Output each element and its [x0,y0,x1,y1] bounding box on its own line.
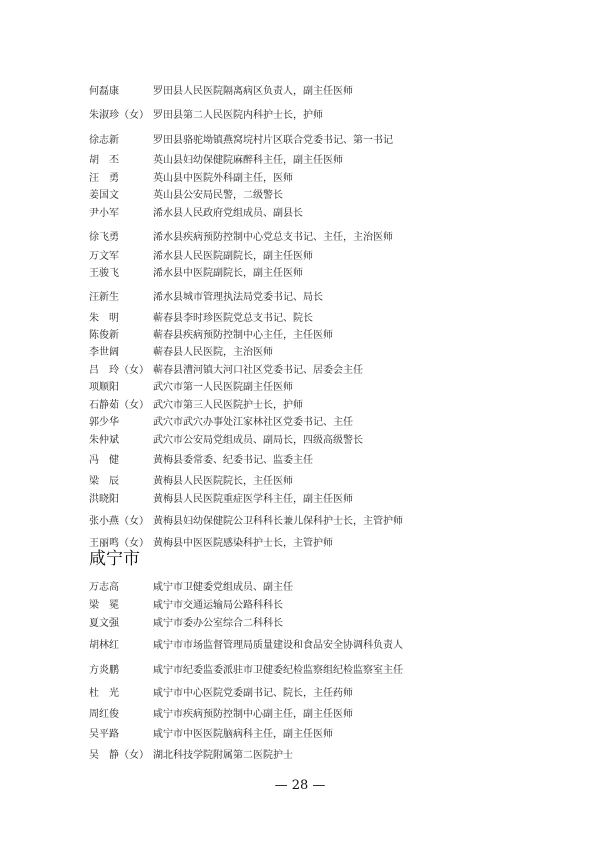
person-title: 黄梅县妇幼保健院公卫科科长兼儿保科护士长，主管护师 [153,516,403,527]
person-name: 陈俊新 [89,330,119,341]
list-item [0,171,600,187]
person-name: 朱 明 [89,313,119,324]
person-name: 冯 健 [89,455,119,466]
list-item [0,363,600,379]
list-item [0,492,600,508]
list-item [0,230,600,246]
person-title: 英山县妇幼保健院麻醉科主任，副主任医师 [153,155,343,166]
list-item [0,415,600,431]
list-item [0,663,600,679]
list-item [0,206,600,222]
person-name: 杜 光 [89,688,119,699]
person-title: 咸宁市中医医院脑病科主任，副主任医师 [153,729,333,740]
person-title: 浠水县中医院副院长，副主任医师 [153,268,303,279]
list-item [0,727,600,743]
person-title: 咸宁市疾病预防控制中心副主任，副主任医师 [153,709,353,720]
person-name: 梁 辰 [89,476,119,487]
person-title: 浠水县人民政府党组成员、副县长 [153,208,303,219]
list-item [0,311,600,327]
person-title: 浠水县人民医院副院长，副主任医师 [153,251,313,262]
person-name: 胡林红 [89,640,119,651]
page-number: — 28 — [274,778,326,793]
person-name: 郭少华 [89,417,119,428]
person-name: 周红俊 [89,709,119,720]
person-title: 咸宁市纪委监委派驻市卫健委纪检监察组纪检监察室主任 [153,665,403,676]
person-title: 湖北科技学院附属第二医院护士 [153,750,293,761]
list-item [0,638,600,654]
person-title: 蕲春县人民医院，主治医师 [153,347,273,358]
list-item [0,108,600,124]
list-item [0,249,600,265]
list-item [0,616,600,632]
list-item [0,398,600,414]
person-name: 梁 冕 [89,600,119,611]
person-name: 吕 玲（女） [89,365,149,376]
list-item [0,433,600,449]
section-title: 咸宁市 [89,549,140,569]
person-name: 吴 静（女） [89,750,149,761]
person-name: 项顺阳 [89,382,119,393]
person-name: 何磊康 [89,86,119,97]
person-title: 黄梅县人民医院院长，主任医师 [153,476,293,487]
person-title: 咸宁市市场监督管理局质量建设和食品安全协调科负责人 [153,640,403,651]
person-name: 朱淑珍（女） [89,110,149,121]
person-name: 吴平路 [89,729,119,740]
list-item [0,328,600,344]
person-title: 蕲春县漕河镇大河口社区党委书记、居委会主任 [153,365,363,376]
person-title: 武穴市第三人民医院护士长，护师 [153,400,303,411]
list-item [0,514,600,530]
person-name: 徐飞勇 [89,232,119,243]
list-item [0,580,600,596]
person-name: 张小燕（女） [89,516,149,527]
person-title: 武穴市公安局党组成员、副局长，四级高级警长 [153,435,363,446]
person-name: 王丽鸣（女） [89,538,149,549]
person-title: 英山县中医院外科副主任，医师 [153,173,293,184]
person-name: 万文军 [89,251,119,262]
person-name: 朱仲斌 [89,435,119,446]
list-item [0,474,600,490]
person-name: 万志高 [89,582,119,593]
list-item [0,748,600,764]
person-title: 罗田县第二人民医院内科护士长，护师 [153,110,323,121]
list-item [0,598,600,614]
person-title: 黄梅县中医医院感染科护士长，主管护师 [153,538,333,549]
person-title: 罗田县人民医院隔离病区负责人，副主任医师 [153,86,353,97]
list-item [0,380,600,396]
person-name: 姜国文 [89,190,119,201]
list-item [0,266,600,282]
list-item [0,686,600,702]
person-title: 罗田县骆驼坳镇燕窝垸村片区联合党委书记、第一书记 [153,135,393,146]
person-title: 黄梅县人民医院重症医学科主任，副主任医师 [153,494,353,505]
person-name: 夏文强 [89,618,119,629]
person-name: 尹小军 [89,208,119,219]
person-name: 方炎鹏 [89,665,119,676]
person-title: 武穴市武穴办事处江家林社区党委书记、主任 [153,417,353,428]
person-title: 咸宁市交通运输局公路科科长 [153,600,283,611]
list-item [0,153,600,169]
person-title: 咸宁市卫健委党组成员、副主任 [153,582,293,593]
person-name: 李世阔 [89,347,119,358]
person-title: 黄梅县委常委、纪委书记、监委主任 [153,455,313,466]
person-title: 咸宁市委办公室综合二科科长 [153,618,283,629]
person-title: 浠水县疾病预防控制中心党总支书记、主任，主治医师 [153,232,393,243]
person-title: 武穴市第一人民医院副主任医师 [153,382,293,393]
person-title: 英山县公安局民警，二级警长 [153,190,283,201]
person-title: 咸宁市中心医院党委副书记、院长，主任药师 [153,688,353,699]
person-name: 王骏飞 [89,268,119,279]
person-title: 浠水县城市管理执法局党委书记、局长 [153,292,323,303]
list-item [0,290,600,306]
person-name: 汪 勇 [89,173,119,184]
person-title: 蕲春县疾病预防控制中心主任，主任医师 [153,330,333,341]
list-item [0,707,600,723]
person-name: 汪新生 [89,292,119,303]
person-name: 胡 丕 [89,155,119,166]
list-item [0,84,600,100]
person-name: 洪晓阳 [89,494,119,505]
person-name: 徐志新 [89,135,119,146]
list-item [0,133,600,149]
person-title: 蕲春县李时珍医院党总支书记、院长 [153,313,313,324]
list-item [0,453,600,469]
list-item [0,345,600,361]
person-name: 石静茹（女） [89,400,149,411]
list-item [0,188,600,204]
